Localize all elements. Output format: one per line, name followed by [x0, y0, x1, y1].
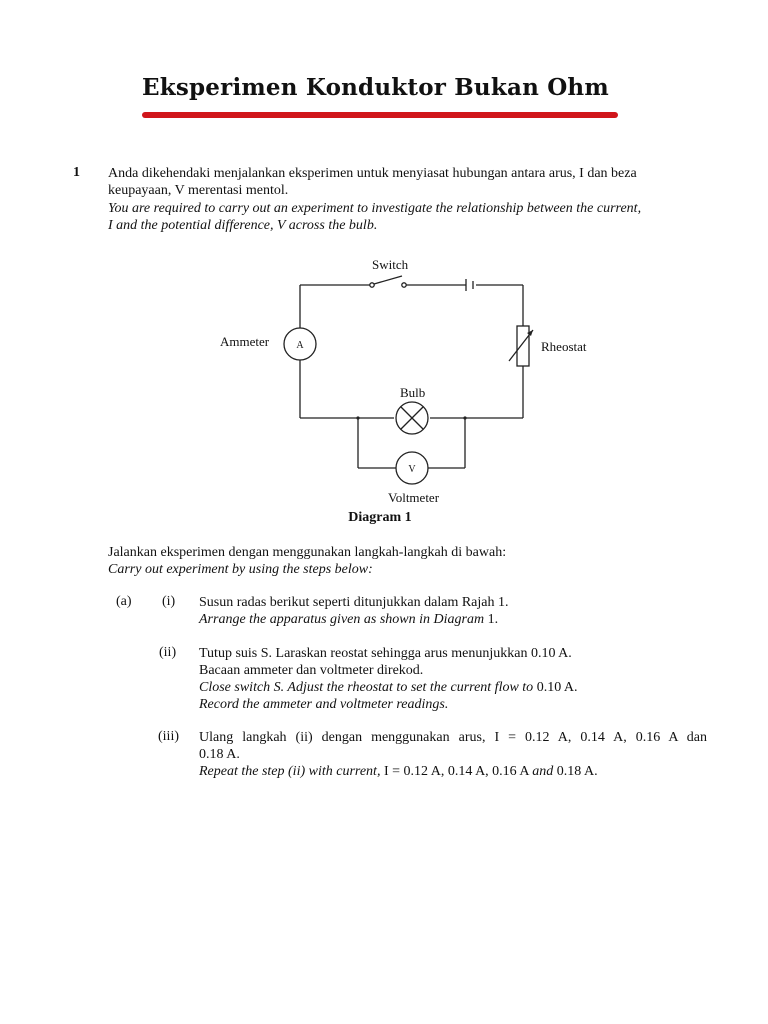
question-malay-line1: Anda dikehendaki menjalankan eksperimen untuk menyiasat hubungan antara arus, I dan beza: [108, 166, 637, 181]
step-ii-english-italic: Close switch S. Adjust the rheostat to set the current flow to: [199, 680, 534, 695]
step-ii-english-line1: [199, 679, 709, 696]
switch-contact-left: [370, 283, 374, 287]
ammeter-letter: A: [296, 340, 304, 351]
step-i-english: [199, 611, 709, 628]
step-iii-malay-line2: 0.18 A.: [199, 747, 240, 762]
step-ii-english-line2: Record the ammeter and voltmeter readings.: [199, 697, 449, 712]
step-i-label: (i): [162, 594, 176, 609]
rheostat-label: Rheostat: [541, 339, 587, 354]
ammeter-label: Ammeter: [220, 334, 270, 349]
circuit-diagram: [220, 250, 600, 512]
bulb-label: Bulb: [400, 385, 426, 400]
step-ii-label: (ii): [159, 645, 177, 660]
rheostat-arrowhead: [527, 330, 533, 336]
step-iii-english-and: and: [532, 764, 554, 779]
switch-label: Switch: [372, 257, 409, 272]
voltmeter-letter: V: [408, 464, 416, 475]
step-iii-english-tail: 0.18 A.: [553, 764, 598, 779]
steps-intro-malay: Jalankan eksperimen dengan menggunakan langkah-langkah di bawah:: [108, 545, 507, 560]
step-ii-english-tail: 0.10 A.: [533, 680, 578, 695]
steps-intro-english: Carry out experiment by using the steps below:: [108, 562, 373, 577]
circuit-svg: [220, 250, 600, 512]
part-a-label: (a): [116, 594, 132, 609]
diagram-caption: Diagram 1: [348, 510, 412, 525]
question-english-line2: I and the potential difference, V across the bulb.: [108, 218, 378, 233]
step-iii-english-italic: Repeat the step (ii) with current,: [199, 764, 381, 779]
step-i-malay: Susun radas berikut seperti ditunjukkan dalam Rajah 1.: [199, 595, 509, 610]
step-iii-english-values: I = 0.12 A, 0.14 A, 0.16 A: [380, 764, 533, 779]
step-i-english-tail: 1.: [484, 612, 499, 627]
step-iii-label: (iii): [158, 729, 179, 744]
junction-right: [463, 416, 466, 419]
switch-lever: [374, 276, 402, 284]
step-ii-malay-line1: Tutup suis S. Laraskan reostat sehingga arus menunjukkan 0.10 A.: [199, 646, 572, 661]
step-iii-malay-line1: Ulang langkah (ii) dengan menggunakan arus, I = 0.12 A, 0.14 A, 0.16 A dan: [199, 730, 707, 745]
junction-left: [356, 416, 359, 419]
rheostat-symbol: [517, 326, 529, 366]
step-iii-english: [199, 763, 709, 780]
title-underline: [142, 112, 618, 118]
step-ii-malay-line2: Bacaan ammeter dan voltmeter direkod.: [199, 663, 424, 678]
step-i-english-italic: Arrange the apparatus given as shown in Diagram: [199, 612, 485, 627]
page-title: Eksperimen Konduktor Bukan Ohm: [142, 74, 609, 101]
question-malay-line2: keupayaan, V merentasi mentol.: [108, 183, 289, 198]
switch-contact-right: [402, 283, 406, 287]
question-number: 1: [73, 165, 80, 180]
voltmeter-label: Voltmeter: [388, 490, 440, 505]
question-english-line1: You are required to carry out an experiment to investigate the relationship between the current,: [108, 201, 642, 216]
